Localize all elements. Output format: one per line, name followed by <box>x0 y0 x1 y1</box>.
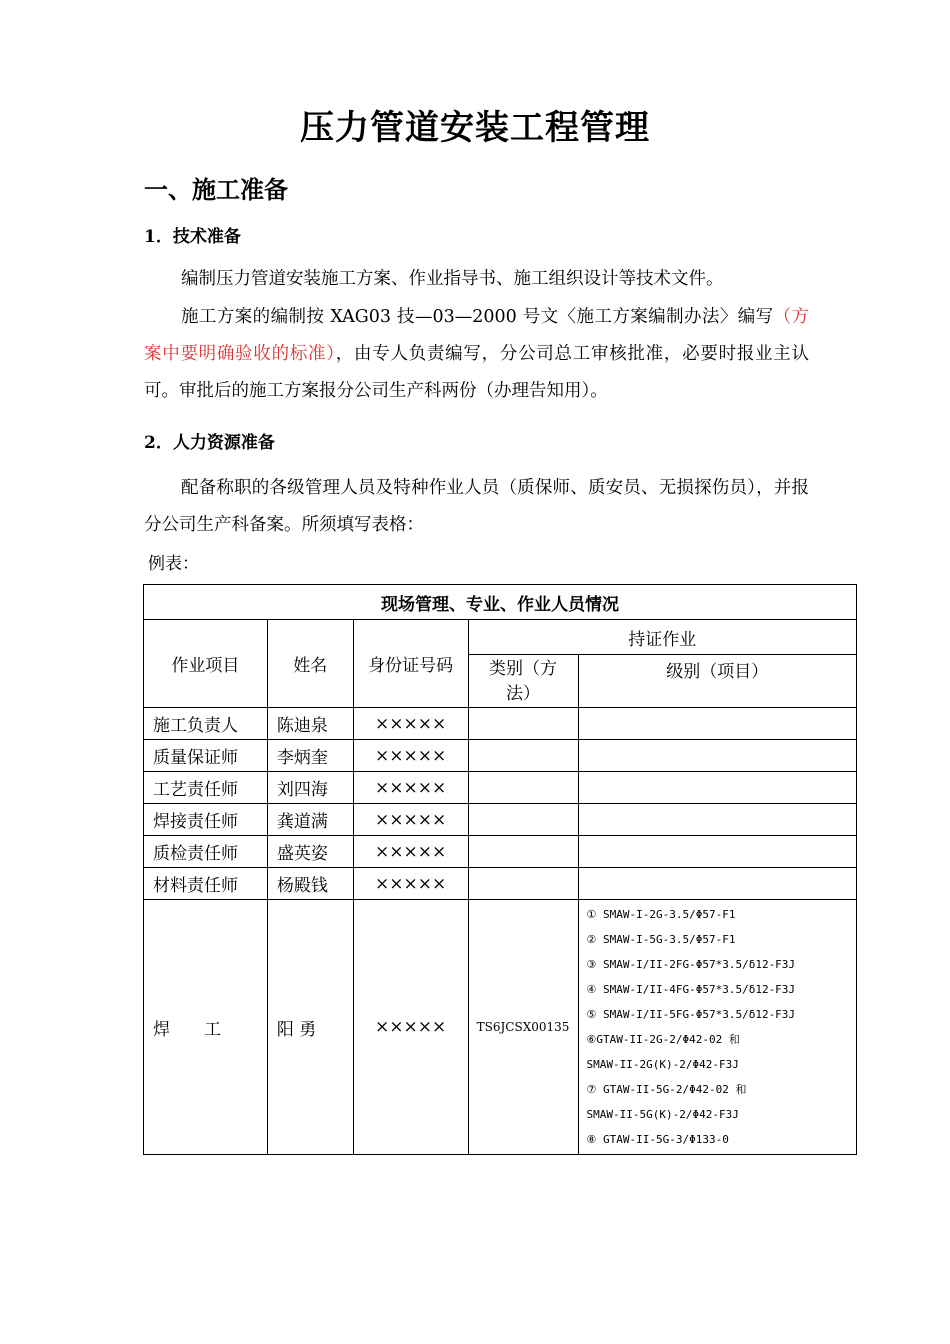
level-entry: SMAW-II-2G(K)-2/Φ42-F3J <box>586 1058 739 1071</box>
row-item: 施工负责人 <box>144 708 268 740</box>
row-category <box>468 708 578 740</box>
table-row <box>144 868 857 900</box>
welder-item: 焊 工 <box>144 900 268 1155</box>
welder-levels <box>578 900 856 1155</box>
row-category <box>468 740 578 772</box>
header-certified-work: 持证作业 <box>468 620 856 655</box>
table-row <box>144 836 857 868</box>
header-item: 作业项目 <box>144 620 268 708</box>
header-id: 身份证号码 <box>353 620 468 708</box>
row-name: 杨殿钱 <box>267 868 353 900</box>
row-id: ××××× <box>353 868 468 900</box>
plan-text-end: ，由专人负责编写，分公司总工审核批准，必要时报业主认可。审批后的施工方案报分公司生产科两份（办理告知用）。 <box>144 344 810 401</box>
table-row <box>144 740 857 772</box>
row-level <box>578 772 856 804</box>
paragraph-plan-preparation <box>144 299 809 410</box>
table-caption: 现场管理、专业、作业人员情况 <box>144 585 857 620</box>
row-item: 工艺责任师 <box>144 772 268 804</box>
row-id: ××××× <box>353 772 468 804</box>
plan-text-start: 施工方案的编制按 XAG03 技—03—2000 号文〈施工方案编制办法〉编写 <box>181 307 774 327</box>
welder-name: 阳 勇 <box>267 900 353 1155</box>
row-category <box>468 772 578 804</box>
row-id: ××××× <box>353 708 468 740</box>
row-name: 盛英姿 <box>267 836 353 868</box>
row-name: 李炳奎 <box>267 740 353 772</box>
welder-category: TS6JCSX00135 <box>468 900 578 1155</box>
page-title: 压力管道安装工程管理 <box>300 108 650 148</box>
level-entry: ⑧ GTAW-II-5G-3/Φ133-0 <box>586 1133 729 1146</box>
table-row <box>144 804 857 836</box>
paragraph-staffing: 配备称职的各级管理人员及特种作业人员（质保师、质安员、无损探伤员），并报分公司生产科备案。所须填写表格： <box>144 478 809 535</box>
example-label: 例表： <box>148 554 199 574</box>
row-item: 材料责任师 <box>144 868 268 900</box>
row-item: 质量保证师 <box>144 740 268 772</box>
row-name: 陈迪泉 <box>267 708 353 740</box>
table-row <box>144 772 857 804</box>
level-entry: SMAW-II-5G(K)-2/Φ42-F3J <box>586 1108 739 1121</box>
level-entry: ⑥GTAW-II-2G-2/Φ42-02 和 <box>586 1033 740 1046</box>
level-entry: ④ SMAW-I/II-4FG-Φ57*3.5/δ12-F3J <box>586 983 796 996</box>
row-id: ××××× <box>353 836 468 868</box>
row-level <box>578 836 856 868</box>
row-id: ××××× <box>353 804 468 836</box>
row-level <box>578 868 856 900</box>
row-category <box>468 868 578 900</box>
level-entry: ① SMAW-I-2G-3.5/Φ57-F1 <box>586 908 736 921</box>
paragraph-technical-docs: 编制压力管道安装施工方案、作业指导书、施工组织设计等技术文件。 <box>181 269 724 289</box>
row-name: 龚道满 <box>267 804 353 836</box>
row-level <box>578 804 856 836</box>
row-category <box>468 804 578 836</box>
personnel-table <box>143 584 857 1155</box>
welder-id: ××××× <box>353 900 468 1155</box>
header-name: 姓名 <box>267 620 353 708</box>
level-entry: ⑦ GTAW-II-5G-2/Φ42-02 和 <box>586 1083 747 1096</box>
header-level: 级别（项目） <box>578 655 856 708</box>
row-category <box>468 836 578 868</box>
level-entry: ③ SMAW-I/II-2FG-Φ57*3.5/δ12-F3J <box>586 958 796 971</box>
row-level <box>578 740 856 772</box>
acceptance-standard-note: （方案中要明确验收的标准） <box>144 307 809 364</box>
section-heading: 一、施工准备 <box>144 175 288 204</box>
row-item: 焊接责任师 <box>144 804 268 836</box>
subsection-heading-technical: 1．技术准备 <box>144 227 241 247</box>
row-name: 刘四海 <box>267 772 353 804</box>
level-entry: ⑤ SMAW-I/II-5FG-Φ57*3.5/δ12-F3J <box>586 1008 796 1021</box>
row-id: ××××× <box>353 740 468 772</box>
level-entry: ② SMAW-I-5G-3.5/Φ57-F1 <box>586 933 736 946</box>
header-category: 类别（方法） <box>468 655 578 708</box>
subsection-heading-hr: 2．人力资源准备 <box>144 433 275 453</box>
table-row <box>144 708 857 740</box>
row-level <box>578 708 856 740</box>
row-item: 质检责任师 <box>144 836 268 868</box>
